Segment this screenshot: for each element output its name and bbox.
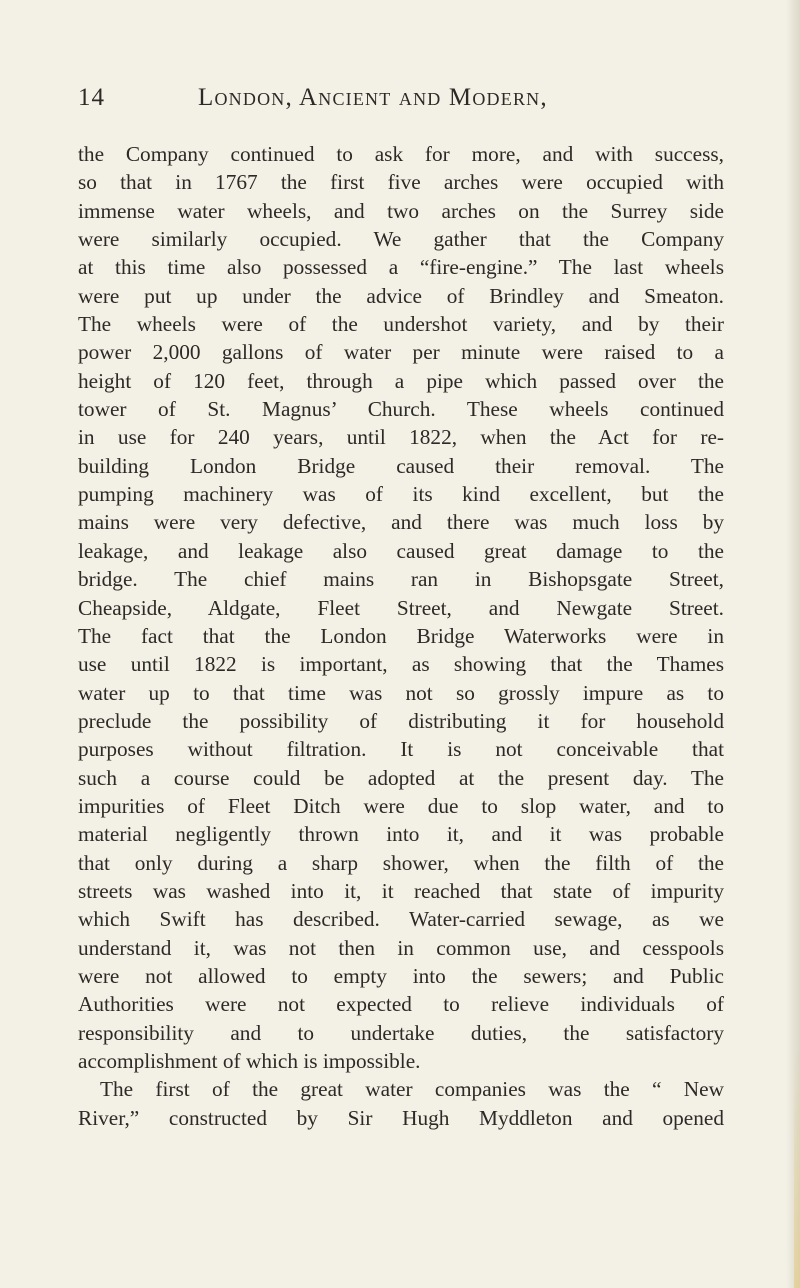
text-line: pumping machinery was of its kind excellent, but the [78,482,724,507]
text-line: so that in 1767 the first five arches were occupied with [78,170,724,195]
text-line: impurities of Fleet Ditch were due to slop water, and to [78,793,724,818]
running-title: London, Ancient and Modern, [198,84,548,111]
text-line: water up to that time was not so grossly impure as to [78,680,724,705]
text-line: which Swift has described. Water-carried sewage, as we [78,907,724,932]
text-line: preclude the possibility of distributing it for household [78,708,724,733]
text-line: material negligently thrown into it, and it was probable [78,822,724,847]
text-line: purposes without filtration. It is not conceivable that [78,737,724,762]
text-line: bridge. The chief mains ran in Bishopsgate Street, [78,567,724,592]
text-line: use until 1822 is important, as showing that the Thames [78,652,724,677]
text-line: mains were very defective, and there was much loss by [78,510,724,535]
paragraph [78,140,724,1075]
text-line: streets was washed into it, it reached that state of impurity [78,878,724,903]
text-line: that only during a sharp shower, when the filth of the [78,850,724,875]
text-line: the Company continued to ask for more, and with success, [78,142,724,166]
text-line: Authorities were not expected to relieve individuals of [78,992,724,1017]
text-line: tower of St. Magnus’ Church. These wheels continued [78,397,724,422]
paragraph [78,1075,724,1132]
text-line: leakage, and leakage also caused great damage to the [78,538,724,563]
text-line: River,” constructed by Sir Hugh Myddleton and opened [78,1105,724,1130]
body-text [78,140,724,1132]
running-head [78,80,720,112]
text-line: responsibility and to undertake duties, the satisfactory [78,1020,724,1045]
text-line: were put up under the advice of Brindley and Smeaton. [78,283,724,308]
page-edge-stain [794,1050,800,1288]
text-line: building London Bridge caused their removal. The [78,453,724,478]
text-line: at this time also possessed a “fire-engine.” The last wheels [78,255,724,280]
text-line: The first of the great water companies was the “ New [100,1077,724,1102]
page-number: 14 [78,84,105,111]
text-line: immense water wheels, and two arches on the Surrey side [78,198,724,223]
text-line: such a course could be adopted at the present day. The [78,765,724,790]
text-line: Cheapside, Aldgate, Fleet Street, and Newgate Street. [78,595,724,620]
text-line: understand it, was not then in common use, and cesspools [78,935,724,960]
text-line: were not allowed to empty into the sewers; and Public [78,963,724,988]
text-line: height of 120 feet, through a pipe which passed over the [78,368,724,393]
text-line: accomplishment of which is impossible. [78,1049,421,1073]
text-line: The wheels were of the undershot variety, and by their [78,312,724,337]
text-line: The fact that the London Bridge Waterworks were in [78,623,724,648]
text-line: power 2,000 gallons of water per minute were raised to a [78,340,724,365]
text-line: were similarly occupied. We gather that the Company [78,227,724,252]
text-line: in use for 240 years, until 1822, when the Act for re- [78,425,724,450]
